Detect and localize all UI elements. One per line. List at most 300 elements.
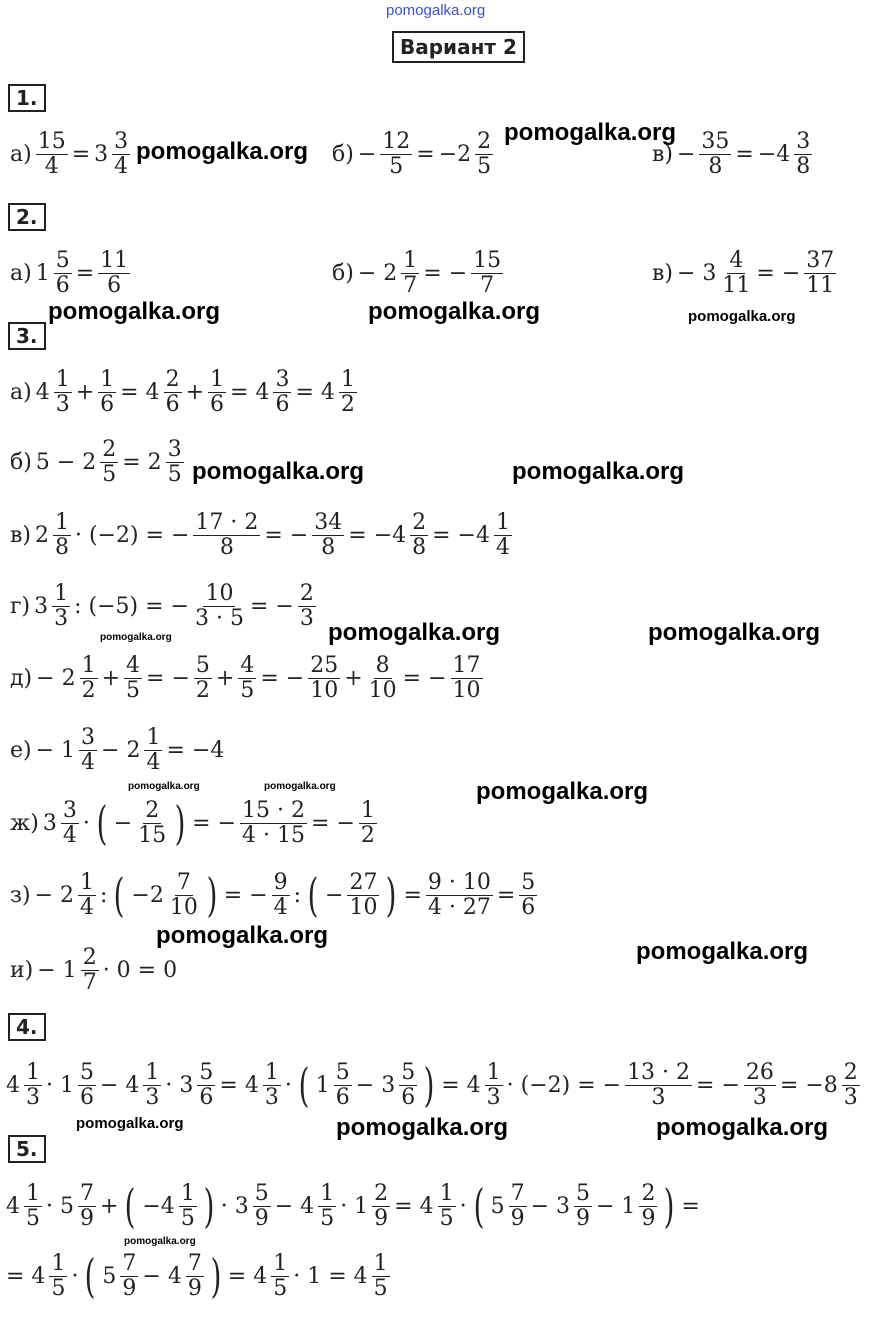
math-text: · 5 xyxy=(46,1193,74,1219)
numerator: 3 xyxy=(167,437,182,463)
numerator: 1 xyxy=(439,1181,454,1207)
parenthesis: ( xyxy=(298,1058,310,1112)
numerator: 1 xyxy=(273,1251,288,1277)
math-text: · 0 = 0 xyxy=(102,957,178,983)
fraction xyxy=(78,1182,96,1229)
math-text: − 2 xyxy=(357,260,398,286)
numerator: 1 xyxy=(55,367,70,393)
math-text: − xyxy=(676,141,696,167)
fraction xyxy=(359,799,377,846)
denominator: 10 xyxy=(368,677,397,703)
math-text: = −8 xyxy=(779,1072,838,1098)
denominator: 3 xyxy=(299,605,314,631)
denominator: 9 xyxy=(254,1205,269,1231)
denominator: 4 xyxy=(114,153,129,179)
numerator: 15 · 2 xyxy=(242,798,306,824)
math-text: −4 xyxy=(142,1193,175,1219)
watermark: pomogalka.org xyxy=(656,1114,829,1141)
item-label: д) xyxy=(10,665,33,691)
numerator: 5 xyxy=(195,653,210,679)
parenthesis: ) xyxy=(386,868,397,922)
fraction xyxy=(144,726,162,773)
task-number-5: 5. xyxy=(8,1135,46,1163)
math-text: 3 xyxy=(42,810,57,836)
math-text: − xyxy=(325,882,344,908)
numerator: 7 xyxy=(510,1181,525,1207)
numerator: 2 xyxy=(145,798,160,824)
fraction xyxy=(272,871,290,918)
fraction xyxy=(78,1061,96,1108)
task-3-line-i xyxy=(8,940,179,1000)
item-label: б) xyxy=(10,449,32,475)
numerator: 15 xyxy=(37,129,66,155)
fraction xyxy=(179,1182,197,1229)
item-label: и) xyxy=(10,957,34,983)
math-text: · 1 xyxy=(340,1193,369,1219)
fraction xyxy=(100,438,118,485)
math-text: = xyxy=(681,1193,700,1219)
fraction xyxy=(166,438,184,485)
watermark: pomogalka.org xyxy=(328,619,501,646)
denominator: 4 xyxy=(44,153,59,179)
watermark: pomogalka.org xyxy=(648,619,821,646)
denominator: 10 xyxy=(310,677,339,703)
denominator: 6 xyxy=(521,894,536,920)
denominator: 9 xyxy=(576,1205,590,1231)
denominator: 5 xyxy=(167,461,182,487)
denominator: 10 xyxy=(452,677,481,703)
math-text: = − xyxy=(264,522,309,548)
fraction xyxy=(168,871,200,918)
denominator: 3 xyxy=(264,1084,279,1110)
fraction xyxy=(61,799,79,846)
numerator: 1 xyxy=(264,1060,279,1086)
math-text: − xyxy=(357,141,377,167)
item-label: а) xyxy=(10,260,32,286)
numerator: 5 xyxy=(521,870,536,896)
math-text: · 1 = 4 xyxy=(293,1263,368,1289)
fraction xyxy=(53,511,71,558)
denominator: 2 xyxy=(81,677,96,703)
numerator: 1 xyxy=(81,653,96,679)
math-text: · 3 xyxy=(165,1072,194,1098)
task-3-line-a xyxy=(8,362,359,422)
task-3-line-d xyxy=(8,648,485,708)
denominator: 4 · 27 xyxy=(427,894,491,920)
fraction xyxy=(81,946,99,993)
denominator: 10 xyxy=(349,894,378,920)
numerator: 8 xyxy=(375,653,390,679)
fraction xyxy=(136,799,168,846)
math-text: 3 xyxy=(34,593,49,619)
denominator: 9 xyxy=(79,1205,94,1231)
math-text: = 4 xyxy=(394,1193,434,1219)
denominator: 5 xyxy=(273,1275,288,1301)
math-text: 1 xyxy=(315,1072,330,1098)
item-label: г) xyxy=(10,593,31,619)
numerator: 7 xyxy=(122,1251,137,1277)
numerator: 5 xyxy=(79,1060,94,1086)
math-text: 1 xyxy=(35,260,50,286)
task-2-line-b xyxy=(330,243,505,303)
fraction xyxy=(574,1182,592,1229)
numerator: 4 xyxy=(240,653,255,679)
item-label: в) xyxy=(10,522,31,548)
math-text: + xyxy=(75,379,95,405)
denominator: 3 xyxy=(651,1084,666,1110)
denominator: 6 xyxy=(165,391,180,417)
watermark: pomogalka.org xyxy=(136,138,309,165)
numerator: 1 xyxy=(210,367,225,393)
numerator: 26 xyxy=(745,1060,774,1086)
watermark: pomogalka.org xyxy=(76,1115,184,1132)
fraction xyxy=(842,1061,860,1108)
parenthesis: ) xyxy=(664,1179,675,1233)
parenthesis: ( xyxy=(473,1179,484,1233)
item-label: а) xyxy=(10,379,32,405)
denominator: 6 xyxy=(210,391,225,417)
watermark: pomogalka.org xyxy=(476,778,649,805)
fraction xyxy=(471,249,503,296)
numerator: 4 xyxy=(126,653,141,679)
watermark: pomogalka.org xyxy=(48,298,221,325)
numerator: 5 xyxy=(254,1181,269,1207)
numerator: 4 xyxy=(729,248,744,274)
math-text: = 4 xyxy=(6,1263,46,1289)
fraction xyxy=(438,1182,456,1229)
fraction xyxy=(143,1061,161,1108)
numerator: 1 xyxy=(100,367,115,393)
math-text: = 4 xyxy=(219,1072,259,1098)
watermark: pomogalka.org xyxy=(368,298,541,325)
watermark: pomogalka.org xyxy=(512,458,685,485)
math-text: · xyxy=(82,810,90,836)
math-text: : xyxy=(293,882,302,908)
denominator: 3 xyxy=(843,1084,858,1110)
task-3-line-z xyxy=(8,865,539,925)
math-text: · (−2) = − xyxy=(506,1072,622,1098)
denominator: 4 · 15 xyxy=(242,822,306,848)
math-text: : xyxy=(100,882,108,908)
math-text: 5 xyxy=(102,1263,117,1289)
denominator: 2 xyxy=(360,822,375,848)
math-text: · xyxy=(459,1193,467,1219)
math-text: + xyxy=(101,665,121,691)
numerator: 13 · 2 xyxy=(627,1060,691,1086)
fraction xyxy=(339,368,357,415)
numerator: 2 xyxy=(165,367,180,393)
math-text: : (−5) = − xyxy=(74,593,189,619)
math-text: = 4 xyxy=(441,1072,481,1098)
parenthesis: ( xyxy=(307,868,319,922)
task-3-line-v xyxy=(8,505,514,565)
task-number-4: 4. xyxy=(8,1013,46,1041)
watermark: pomogalka.org xyxy=(336,1114,509,1141)
numerator: 5 xyxy=(576,1181,590,1207)
numerator: 3 xyxy=(275,367,290,393)
fraction xyxy=(639,1182,657,1229)
parenthesis: ) xyxy=(203,1179,215,1233)
math-text: = 4 xyxy=(230,379,270,405)
math-text: 4 xyxy=(6,1193,20,1219)
denominator: 8 xyxy=(321,534,336,560)
item-label: з) xyxy=(10,882,31,908)
math-text: · xyxy=(284,1072,292,1098)
denominator: 15 xyxy=(138,822,167,848)
fraction xyxy=(804,249,836,296)
watermark: pomogalka.org xyxy=(688,308,796,325)
numerator: 5 xyxy=(55,248,70,274)
math-text: = −4 xyxy=(348,522,407,548)
numerator: 1 xyxy=(320,1181,335,1207)
denominator: 6 xyxy=(79,1084,94,1110)
numerator: 37 xyxy=(806,248,835,274)
fraction xyxy=(120,1252,138,1299)
denominator: 3 xyxy=(26,1084,40,1110)
fraction xyxy=(380,130,412,177)
numerator: 1 xyxy=(80,870,95,896)
site-watermark-top: pomogalka.org xyxy=(386,2,486,19)
fraction xyxy=(112,130,130,177)
fraction xyxy=(193,511,260,558)
task-4-line xyxy=(4,1055,862,1115)
math-text: − 3 xyxy=(355,1072,396,1098)
math-text: = xyxy=(403,882,422,908)
numerator: 11 xyxy=(100,248,129,274)
numerator: 2 xyxy=(102,437,117,463)
fraction xyxy=(52,582,70,629)
item-label: в) xyxy=(652,260,673,286)
task-number-3: 3. xyxy=(8,322,46,350)
numerator: 7 xyxy=(187,1251,202,1277)
math-text: 3 xyxy=(94,141,109,167)
math-text: = xyxy=(496,882,516,908)
denominator: 3 · 5 xyxy=(194,605,244,631)
numerator: 1 xyxy=(180,1181,195,1207)
math-text: − 1 xyxy=(596,1193,636,1219)
denominator: 5 xyxy=(180,1205,195,1231)
denominator: 11 xyxy=(722,272,751,298)
numerator: 1 xyxy=(26,1060,40,1086)
numerator: 5 xyxy=(199,1060,214,1086)
denominator: 5 xyxy=(373,1275,388,1301)
task-3-line-zh xyxy=(8,793,379,853)
denominator: 3 xyxy=(55,391,70,417)
fraction xyxy=(519,871,537,918)
denominator: 8 xyxy=(412,534,427,560)
variant-title: Вариант 2 xyxy=(392,31,525,63)
task-5-line-1 xyxy=(4,1176,702,1236)
numerator: 1 xyxy=(146,725,161,751)
math-text: − 4 xyxy=(274,1193,315,1219)
math-text: + xyxy=(344,665,363,691)
item-label: а) xyxy=(10,141,32,167)
denominator: 3 xyxy=(752,1084,767,1110)
task-3-line-e xyxy=(8,720,226,780)
numerator: 3 xyxy=(81,725,96,751)
fraction xyxy=(744,1061,776,1108)
watermark: pomogalka.org xyxy=(192,458,365,485)
numerator: 12 xyxy=(382,129,411,155)
numerator: 9 · 10 xyxy=(427,870,491,896)
fraction xyxy=(625,1061,692,1108)
fraction xyxy=(475,130,493,177)
watermark: pomogalka.org xyxy=(636,938,809,965)
fraction xyxy=(485,1061,503,1108)
math-text: = 4 xyxy=(295,379,335,405)
numerator: 2 xyxy=(477,129,492,155)
numerator: 2 xyxy=(299,581,314,607)
numerator: 1 xyxy=(373,1251,388,1277)
fraction xyxy=(494,511,512,558)
numerator: 1 xyxy=(403,248,418,274)
denominator: 4 xyxy=(81,749,96,775)
denominator: 6 xyxy=(199,1084,214,1110)
math-text: = xyxy=(735,141,754,167)
watermark: pomogalka.org xyxy=(264,781,336,792)
numerator: 2 xyxy=(82,945,97,971)
denominator: 7 xyxy=(480,272,495,298)
fraction xyxy=(240,799,307,846)
math-text: − 2 xyxy=(36,665,76,691)
fraction xyxy=(509,1182,527,1229)
fraction xyxy=(399,1061,417,1108)
math-text: = xyxy=(75,260,95,286)
item-label: в) xyxy=(652,141,673,167)
item-label: ж) xyxy=(10,810,39,836)
denominator: 9 xyxy=(510,1205,525,1231)
fraction xyxy=(253,1182,271,1229)
fraction xyxy=(347,871,379,918)
fraction xyxy=(372,1252,390,1299)
fraction xyxy=(80,654,98,701)
denominator: 5 xyxy=(477,153,492,179)
fraction xyxy=(98,368,116,415)
math-text: − 2 xyxy=(34,882,75,908)
fraction xyxy=(164,368,182,415)
fraction xyxy=(238,654,256,701)
fraction xyxy=(124,654,142,701)
math-text: · (−2) = − xyxy=(74,522,190,548)
fraction xyxy=(194,654,212,701)
task-3-line-b xyxy=(8,432,186,492)
fraction xyxy=(36,130,68,177)
numerator: 35 xyxy=(701,129,730,155)
denominator: 3 xyxy=(486,1084,501,1110)
numerator: 7 xyxy=(176,870,191,896)
denominator: 5 xyxy=(126,677,141,703)
denominator: 7 xyxy=(403,272,418,298)
math-text: 5 − 2 xyxy=(35,449,97,475)
denominator: 5 xyxy=(389,153,404,179)
task-1-line-a xyxy=(8,124,132,184)
numerator: 1 xyxy=(145,1060,160,1086)
denominator: 5 xyxy=(439,1205,454,1231)
math-text: = − xyxy=(249,593,294,619)
math-text: + xyxy=(99,1193,119,1219)
fraction xyxy=(367,654,399,701)
math-text: −4 xyxy=(757,141,791,167)
fraction xyxy=(794,130,812,177)
math-text: − 4 xyxy=(99,1072,140,1098)
numerator: 2 xyxy=(412,510,427,536)
fraction xyxy=(334,1061,352,1108)
task-1-line-b xyxy=(330,124,495,184)
denominator: 9 xyxy=(122,1275,137,1301)
numerator: 1 xyxy=(26,1181,40,1207)
fraction xyxy=(78,871,96,918)
math-text: = 2 xyxy=(122,449,162,475)
item-label: б) xyxy=(332,141,354,167)
numerator: 9 xyxy=(273,870,288,896)
denominator: 9 xyxy=(641,1205,656,1231)
numerator: 2 xyxy=(641,1181,656,1207)
denominator: 5 xyxy=(102,461,117,487)
math-text: = − xyxy=(311,810,355,836)
math-text: = − xyxy=(402,665,447,691)
fraction xyxy=(720,249,752,296)
fraction xyxy=(699,130,731,177)
denominator: 8 xyxy=(54,534,69,560)
task-2-line-c xyxy=(650,243,838,303)
parenthesis: ) xyxy=(423,1058,435,1112)
fraction xyxy=(401,249,419,296)
numerator: 34 xyxy=(314,510,343,536)
watermark: pomogalka.org xyxy=(128,781,200,792)
numerator: 17 · 2 xyxy=(195,510,259,536)
denominator: 7 xyxy=(82,969,97,995)
math-text: + xyxy=(215,665,235,691)
denominator: 9 xyxy=(374,1205,389,1231)
item-label: б) xyxy=(332,260,354,286)
math-text: · 1 xyxy=(46,1072,74,1098)
denominator: 9 xyxy=(187,1275,202,1301)
task-number-2: 2. xyxy=(8,203,46,231)
numerator: 25 xyxy=(310,653,339,679)
parenthesis: ( xyxy=(96,796,108,850)
numerator: 1 xyxy=(340,367,355,393)
denominator: 3 xyxy=(145,1084,160,1110)
math-text: = 4 xyxy=(120,379,160,405)
denominator: 6 xyxy=(275,391,290,417)
watermark: pomogalka.org xyxy=(156,922,329,949)
math-text: · xyxy=(71,1263,79,1289)
numerator: 1 xyxy=(51,1251,66,1277)
denominator: 4 xyxy=(273,894,288,920)
parenthesis: ) xyxy=(210,1249,222,1303)
watermark: pomogalka.org xyxy=(100,632,172,643)
numerator: 17 xyxy=(452,653,481,679)
fraction xyxy=(312,511,344,558)
numerator: 1 xyxy=(486,1060,501,1086)
math-text: − 1 xyxy=(35,737,76,763)
denominator: 4 xyxy=(62,822,77,848)
denominator: 2 xyxy=(195,677,210,703)
math-text: + xyxy=(185,379,205,405)
math-text: = xyxy=(71,141,91,167)
fraction xyxy=(24,1061,42,1108)
denominator: 8 xyxy=(219,534,234,560)
fraction xyxy=(186,1252,204,1299)
fraction xyxy=(372,1182,390,1229)
task-2-line-a xyxy=(8,243,132,303)
numerator: 1 xyxy=(360,798,375,824)
math-text: = − xyxy=(223,882,268,908)
math-text: = −4 xyxy=(432,522,490,548)
denominator: 8 xyxy=(708,153,723,179)
math-text: 2 xyxy=(34,522,49,548)
denominator: 4 xyxy=(495,534,510,560)
